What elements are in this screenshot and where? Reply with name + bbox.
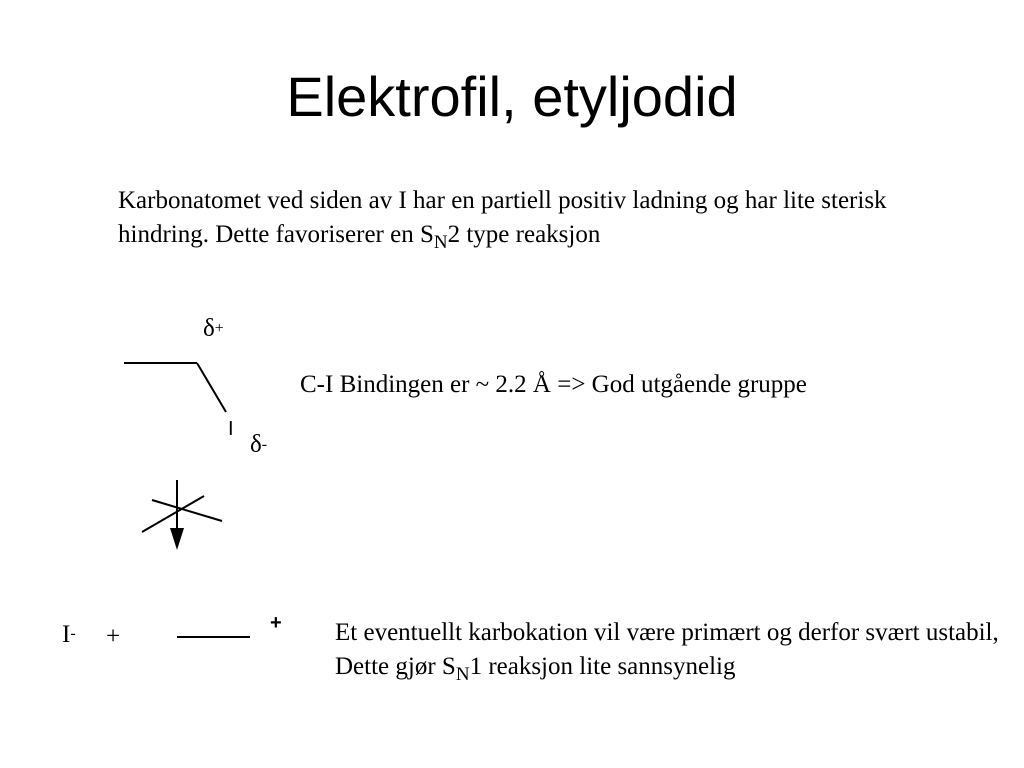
sn2-subscript: N — [433, 232, 448, 253]
slide-title: Elektrofil, etyljodid — [286, 65, 738, 128]
iodide-symbol: I — [62, 621, 71, 648]
carbocation-charge: + — [270, 612, 282, 634]
cross-line-1 — [142, 496, 204, 532]
cross-line-2 — [152, 500, 222, 521]
iodine-atom-label: I — [228, 418, 234, 440]
delta-minus-sign: - — [261, 436, 268, 453]
ethyl-bond-to-iodine — [197, 363, 226, 412]
sn1-subscript: N — [455, 664, 470, 685]
iodide-charge: - — [70, 625, 76, 642]
sn2-text-end: 2 type reaksjon — [447, 221, 601, 248]
delta-plus-symbol: δ — [203, 315, 215, 342]
reaction-plus-sign: + — [106, 623, 121, 650]
sn2-text-start: Karbonatomet ved siden av I har en partiell positiv ladning og har lite sterisk hindring. Dette favoriserer en S — [118, 187, 887, 248]
sn1-text-start: Et eventuellt karbokation vil være primært og derfor svært ustabil, Dette gjør S — [335, 619, 999, 680]
delta-minus-symbol: δ — [250, 431, 262, 458]
sn1-text-end: 1 reaksjon lite sannsynelig — [469, 653, 736, 680]
arrow-head — [170, 528, 184, 550]
sn1-explanation — [335, 616, 1015, 686]
iodide-ion — [62, 620, 76, 653]
bond-length-statement: C-I Bindingen er ~ 2.2 Å => God utgående gruppe — [300, 371, 807, 398]
delta-plus-sign: + — [214, 320, 224, 337]
